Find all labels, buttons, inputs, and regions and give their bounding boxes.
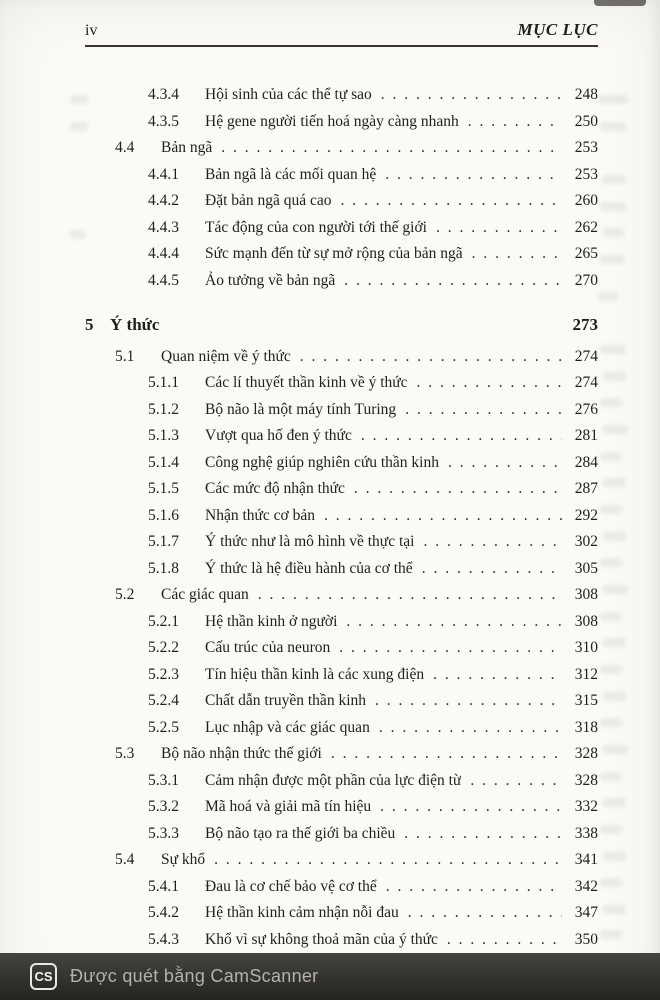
toc-entry-page: 312 — [574, 665, 598, 683]
toc-entry-number: 5.3.2 — [148, 798, 179, 815]
bleed-through-artifact — [602, 425, 628, 434]
toc-dot-leader — [472, 241, 562, 268]
toc-entry-row — [85, 741, 598, 768]
toc-dot-leader — [331, 741, 562, 768]
camscanner-watermark-text: Được quét bằng CamScanner — [70, 966, 319, 986]
toc-dot-leader — [258, 582, 562, 609]
toc-entry-title: Cấu trúc của neuron — [205, 639, 331, 656]
toc-entry-row — [85, 900, 598, 927]
camscanner-bar — [0, 953, 660, 1000]
bleed-through-artifact — [602, 852, 626, 861]
toc-dot-leader — [433, 662, 562, 689]
toc-entry-page: 341 — [574, 851, 598, 868]
toc-dot-leader — [344, 268, 562, 295]
toc-entry-page: 350 — [574, 930, 598, 948]
toc-entry-page: 287 — [574, 480, 598, 497]
toc-entry-page: 347 — [574, 904, 598, 921]
toc-entry-title: Chất dẫn truyền thần kinh — [205, 692, 366, 709]
toc-entry-page: 332 — [574, 798, 598, 815]
toc-dot-leader — [468, 109, 562, 136]
bleed-through-artifact — [602, 638, 626, 647]
folio-page-number: iv — [85, 22, 98, 39]
toc-entry-page: 292 — [574, 506, 598, 524]
toc-entry-number: 4.4.4 — [148, 245, 179, 262]
toc-entry-number: 5.1 — [115, 347, 135, 365]
bleed-through-artifact — [600, 202, 626, 211]
toc-entry-title: Tín hiệu thần kinh là các xung điện — [205, 665, 425, 683]
bleed-through-artifact — [602, 175, 626, 184]
toc-entry-row — [85, 450, 598, 477]
toc-dot-leader — [354, 476, 562, 503]
toc-entry-number: 5.2.4 — [148, 692, 179, 709]
bleed-through-artifact — [600, 452, 622, 461]
toc-entry-number: 5.1.7 — [148, 533, 179, 550]
toc-entry-row — [85, 344, 598, 371]
running-title: MỤC LỤC — [517, 20, 598, 39]
toc-entry-page: 262 — [574, 218, 598, 236]
toc-entry-row — [85, 688, 598, 715]
toc-entry-number: 5.4 — [115, 851, 135, 868]
toc-entry-number: 5.1.2 — [148, 400, 179, 418]
bleed-through-artifact — [600, 345, 626, 354]
toc-dot-leader — [361, 423, 562, 450]
toc-entry-page: 270 — [574, 271, 598, 289]
toc-dot-leader — [346, 609, 562, 636]
page-header — [85, 20, 598, 47]
toc-entry-title: Hệ thần kinh cảm nhận nỗi đau — [205, 904, 399, 921]
bleed-through-artifact — [600, 825, 622, 834]
toc-dot-leader — [386, 874, 562, 901]
toc-dot-leader — [341, 188, 562, 215]
toc-entry-row — [85, 874, 598, 901]
toc-entry-number: 5.1.6 — [148, 506, 179, 524]
toc-entry-page: 338 — [574, 824, 598, 842]
bleed-through-artifact — [600, 930, 622, 939]
toc-entry-number: 5.1.5 — [148, 480, 179, 497]
table-of-contents — [85, 82, 598, 953]
toc-chapter-row — [85, 312, 598, 339]
toc-entry-title: Mã hoá và giải mã tín hiệu — [205, 798, 372, 815]
toc-entry-number: 5.4.2 — [148, 904, 179, 921]
bleed-through-artifact — [600, 612, 622, 621]
toc-entry-number: 5.1.1 — [148, 374, 179, 391]
bleed-through-artifact — [600, 558, 622, 567]
toc-entry-number: 5.3.3 — [148, 824, 179, 842]
toc-entry-title: Các giác quan — [161, 586, 249, 603]
toc-entry-page: 253 — [574, 165, 598, 183]
bleed-through-artifact — [602, 478, 626, 487]
toc-entry-row — [85, 109, 598, 136]
toc-entry-row — [85, 635, 598, 662]
bleed-through-artifact — [600, 665, 622, 674]
toc-entry-number: 5.2.1 — [148, 612, 179, 630]
toc-entry-title: Lục nhập và các giác quan — [205, 718, 370, 736]
bleed-through-artifact — [602, 692, 626, 701]
toc-entry-page: 274 — [574, 347, 598, 365]
toc-dot-leader — [381, 82, 562, 109]
bleed-through-artifact — [600, 122, 626, 131]
toc-entry-number: 4.4 — [115, 139, 135, 156]
toc-entry-row — [85, 188, 598, 215]
toc-entry-row — [85, 370, 598, 397]
toc-entry-title: Tác động của con người tới thế giới — [205, 218, 427, 236]
toc-dot-leader — [379, 715, 562, 742]
toc-entry-row — [85, 847, 598, 874]
toc-entry-page: 328 — [574, 745, 598, 762]
toc-entry-number: 5.4.1 — [148, 877, 179, 895]
toc-entry-row — [85, 609, 598, 636]
toc-dot-leader — [214, 847, 562, 874]
bleed-through-artifact — [598, 95, 628, 104]
bleed-through-artifact — [600, 772, 622, 781]
toc-entry-title: Ảo tưởng về bản ngã — [205, 271, 336, 289]
toc-dot-leader — [339, 635, 562, 662]
bleed-through-artifact — [602, 745, 628, 754]
toc-entry-title: Đặt bản ngã quá cao — [205, 192, 332, 209]
toc-dot-leader — [380, 794, 562, 821]
toc-entry-number: 5.2 — [115, 586, 135, 603]
toc-entry-page: 265 — [574, 245, 598, 262]
toc-entry-row — [85, 927, 598, 954]
toc-entry-page: 318 — [574, 718, 598, 736]
toc-entry-number: 5.2.5 — [148, 718, 179, 736]
toc-entry-page: 260 — [574, 192, 598, 209]
toc-entry-page: 302 — [574, 533, 598, 550]
toc-entry-row — [85, 503, 598, 530]
toc-entry-title: Các mức độ nhận thức — [205, 480, 345, 497]
toc-entry-page: 276 — [574, 400, 598, 418]
toc-entry-page: 248 — [574, 86, 598, 103]
toc-entry-number: 5.3 — [115, 745, 135, 762]
toc-entry-title: Bộ não là một máy tính Turing — [205, 400, 397, 418]
toc-entry-number: 4.4.3 — [148, 218, 179, 236]
toc-entry-title: Nhận thức cơ bản — [205, 506, 315, 524]
scan-corner-artifact — [594, 0, 646, 6]
toc-entry-page: 250 — [574, 112, 598, 130]
toc-entry-row — [85, 268, 598, 295]
toc-dot-leader — [324, 503, 562, 530]
toc-entry-row — [85, 82, 598, 109]
toc-entry-page: 281 — [574, 427, 598, 444]
toc-entry-number: 5.2.3 — [148, 665, 179, 683]
toc-entry-page: 305 — [574, 559, 598, 577]
toc-entry-row — [85, 397, 598, 424]
toc-entry-row — [85, 162, 598, 189]
toc-entry-title: Bộ não nhận thức thế giới — [161, 745, 322, 762]
toc-entry-number: 5.1.3 — [148, 427, 179, 444]
toc-entry-row — [85, 768, 598, 795]
toc-dot-leader — [385, 162, 562, 189]
toc-entry-row — [85, 529, 598, 556]
toc-dot-leader — [436, 215, 562, 242]
camscanner-logo-icon: CS — [30, 963, 57, 990]
toc-entry-number: 4.3.5 — [148, 112, 179, 130]
bleed-through-artifact — [602, 798, 626, 807]
toc-dot-leader — [423, 529, 562, 556]
toc-entry-row — [85, 215, 598, 242]
bleed-through-artifact — [602, 905, 626, 914]
toc-entry-title: Hệ thần kinh ở người — [205, 612, 338, 630]
toc-entry-page: 308 — [574, 586, 598, 603]
toc-entry-title: Ý thức là hệ điều hành của cơ thể — [205, 559, 413, 577]
bleed-through-artifact — [600, 505, 622, 514]
toc-entry-title: Ý thức như là mô hình về thực tại — [205, 533, 415, 550]
toc-entry-page: 253 — [574, 139, 598, 156]
toc-entry-page: 328 — [574, 771, 598, 789]
toc-dot-leader — [300, 344, 562, 371]
toc-dot-leader — [408, 900, 562, 927]
bleed-through-artifact — [602, 532, 626, 541]
toc-entry-number: 5.2.2 — [148, 639, 179, 656]
toc-entry-number: 4.3.4 — [148, 86, 179, 103]
bleed-through-artifact — [600, 718, 622, 727]
bleed-through-artifact — [602, 585, 628, 594]
toc-entry-number: 4.4.2 — [148, 192, 179, 209]
bleed-through-artifact — [600, 255, 624, 264]
toc-dot-leader — [417, 370, 562, 397]
toc-entry-row — [85, 582, 598, 609]
toc-entry-title: Hội sinh của các thể tự sao — [205, 86, 372, 103]
toc-dot-leader — [375, 688, 562, 715]
toc-dot-leader — [422, 556, 562, 583]
bleed-through-artifact — [602, 372, 626, 381]
toc-dot-leader — [404, 821, 562, 848]
toc-entry-row — [85, 662, 598, 689]
toc-entry-title: Vượt qua hố đen ý thức — [205, 427, 352, 444]
toc-entry-number: 4.4.1 — [148, 165, 179, 183]
bleed-through-artifact — [600, 878, 622, 887]
toc-entry-row — [85, 423, 598, 450]
toc-entry-page: 308 — [574, 612, 598, 630]
toc-entry-page: 342 — [574, 877, 598, 895]
toc-entry-title: Ý thức — [110, 315, 160, 334]
toc-entry-title: Bản ngã — [161, 139, 213, 156]
toc-dot-leader — [405, 397, 562, 424]
toc-entry-number: 5.1.8 — [148, 559, 179, 577]
toc-entry-number: 5.1.4 — [148, 453, 179, 471]
toc-entry-row — [85, 135, 598, 162]
toc-entry-title: Sự khổ — [161, 851, 206, 868]
toc-dot-leader — [448, 450, 562, 477]
toc-entry-row — [85, 821, 598, 848]
bleed-through-artifact — [598, 292, 618, 301]
toc-entry-title: Các lí thuyết thần kinh về ý thức — [205, 374, 408, 391]
toc-entry-page: 284 — [574, 453, 598, 471]
toc-entry-page: 310 — [574, 639, 598, 656]
toc-entry-page: 274 — [574, 374, 598, 391]
toc-entry-row — [85, 241, 598, 268]
toc-entry-title: Bộ não tạo ra thế giới ba chiều — [205, 824, 396, 842]
toc-entry-row — [85, 476, 598, 503]
toc-entry-title: Đau là cơ chế bảo vệ cơ thể — [205, 877, 377, 895]
toc-entry-title: Sức mạnh đến từ sự mở rộng của bản ngã — [205, 245, 463, 262]
bleed-through-artifact — [70, 230, 86, 239]
toc-entry-page: 315 — [574, 692, 598, 709]
bleed-through-artifact — [600, 398, 622, 407]
toc-entry-number: 5.4.3 — [148, 930, 179, 948]
toc-entry-title: Hệ gene người tiến hoá ngày càng nhanh — [205, 112, 459, 130]
bleed-through-artifact — [602, 228, 624, 237]
toc-entry-row — [85, 556, 598, 583]
toc-entry-row — [85, 794, 598, 821]
toc-entry-row — [85, 715, 598, 742]
toc-entry-number: 5.3.1 — [148, 771, 179, 789]
toc-entry-page: 273 — [572, 315, 598, 334]
toc-entry-title: Quan niệm về ý thức — [161, 347, 291, 365]
toc-dot-leader — [470, 768, 562, 795]
toc-dot-leader — [221, 135, 562, 162]
toc-entry-number: 4.4.5 — [148, 271, 179, 289]
toc-entry-title: Cảm nhận được một phần của lực điện từ — [205, 771, 462, 789]
toc-entry-title: Công nghệ giúp nghiên cứu thần kinh — [205, 453, 439, 471]
toc-entry-title: Khổ vì sự không thoả mãn của ý thức — [205, 930, 438, 948]
toc-dot-leader — [447, 927, 562, 954]
toc-entry-number: 5 — [85, 315, 94, 334]
toc-entry-title: Bản ngã là các mối quan hệ — [205, 165, 377, 183]
